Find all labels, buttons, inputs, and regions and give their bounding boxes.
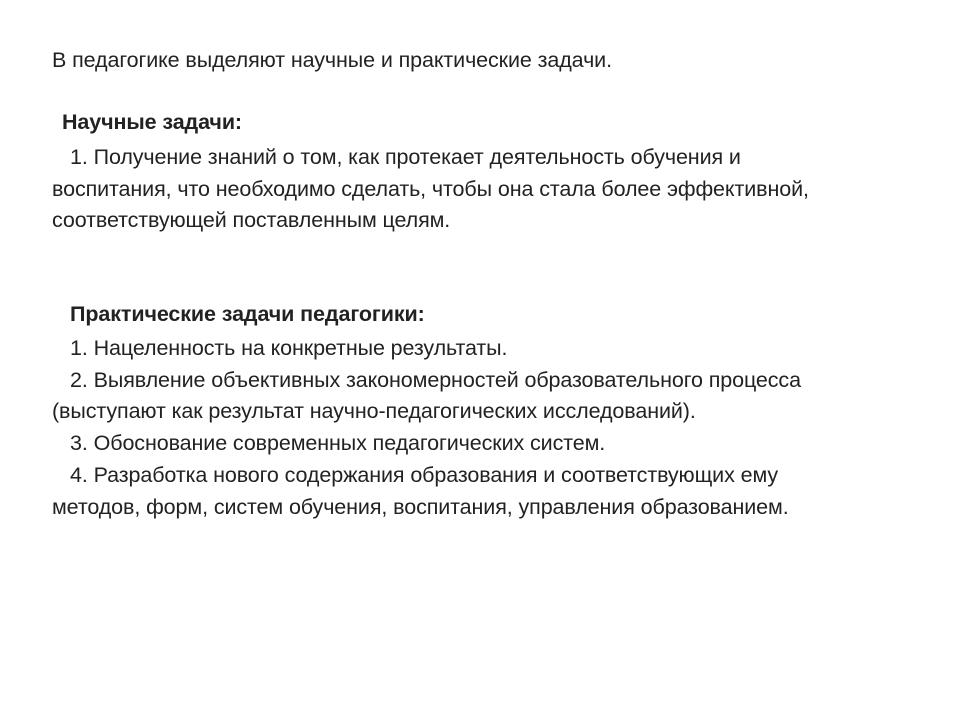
intro-text: В педагогике выделяют научные и практические задачи. <box>52 48 612 72</box>
practical-task-2-line-2: (выступают как результат научно-педагогических исследований). <box>52 399 696 423</box>
practical-tasks-heading: Практические задачи педагогики: <box>70 302 425 326</box>
practical-task-4-line-1: 4. Разработка нового содержания образования и соответствующих ему <box>70 463 779 487</box>
practical-task-3: 3. Обоснование современных педагогических систем. <box>70 431 606 455</box>
scientific-task-1-line-2: воспитания, что необходимо сделать, чтобы она стала более эффективной, <box>52 177 809 201</box>
practical-task-2-line-1: 2. Выявление объективных закономерностей образовательного процесса <box>70 368 801 392</box>
scientific-tasks-heading: Научные задачи: <box>62 110 242 134</box>
scientific-task-1-line-3: соответствующей поставленным целям. <box>52 208 451 232</box>
practical-task-1: 1. Нацеленность на конкретные результаты. <box>70 336 508 360</box>
scientific-task-1-line-1: 1. Получение знаний о том, как протекает деятельность обучения и <box>70 145 741 169</box>
practical-task-4-line-2: методов, форм, систем обучения, воспитания, управления образованием. <box>52 495 789 519</box>
